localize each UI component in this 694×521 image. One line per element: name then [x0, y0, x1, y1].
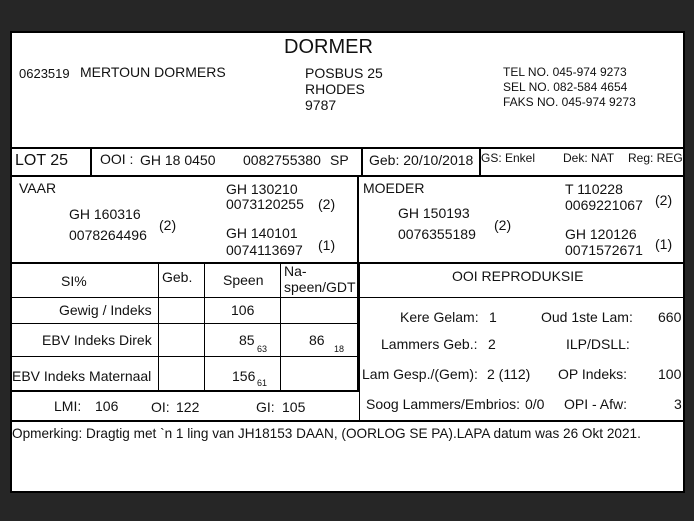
soog-label: Soog Lammers/Embrios: — [366, 396, 521, 412]
divider-indices-top — [10, 390, 359, 392]
ebv-direk-naspeen-accuracy: 18 — [334, 344, 345, 354]
ebv-direk-naspeen: 86 — [309, 332, 325, 348]
op-indeks-label: OP Indeks: — [558, 366, 628, 382]
opmerking-text: Opmerking: Dragtig met `n 1 ling van JH18153 DAAN, (OORLOG SE PA).LAPA datum was 26 Okt 2021. — [12, 426, 641, 441]
ooi-sp: SP — [330, 152, 349, 168]
si-row-1 — [10, 297, 359, 298]
vaar-mark: (2) — [159, 217, 177, 233]
bottom-dark-margin — [0, 493, 694, 521]
moeder-moeder-mark: (1) — [655, 236, 673, 252]
divider-pedigree-top — [10, 175, 685, 177]
breeder-id: 0623519 — [19, 66, 70, 81]
breed-title: DORMER — [284, 36, 373, 58]
moeder-moeder-number: 0071572671 — [565, 242, 643, 258]
si-col-3 — [280, 262, 281, 390]
si-col-1 — [158, 262, 159, 390]
divider-opmerking-top — [10, 420, 685, 422]
dek-status: Dek: NAT — [563, 151, 615, 165]
naspeen-header-2: speen/GDT — [284, 279, 356, 295]
moeder-id: GH 150193 — [398, 205, 470, 221]
kere-gelam-value: 1 — [489, 309, 497, 325]
lammers-geb-value: 2 — [488, 336, 496, 352]
ebv-direk-speen-accuracy: 63 — [257, 344, 268, 354]
divider-lot-mid — [361, 147, 363, 175]
opi-afw-label: OPI - Afw: — [564, 396, 628, 412]
ebv-maternaal-label: EBV Indeks Maternaal — [12, 368, 152, 384]
moeder-label: MOEDER — [363, 180, 425, 196]
repro-title: OOI REPRODUKSIE — [452, 268, 584, 284]
tel-number: TEL NO. 045-974 9273 — [503, 65, 627, 79]
gewig-speen: 106 — [231, 302, 255, 318]
gi-value: 105 — [282, 399, 306, 415]
ooi-id: GH 18 0450 — [140, 152, 216, 168]
vaar-vader-number: 0073120255 — [226, 196, 304, 212]
soog-value: 0/0 — [525, 396, 545, 412]
si-header: SI% — [61, 273, 87, 289]
opi-afw-value: 3 — [674, 396, 682, 412]
lmi-value: 106 — [95, 398, 119, 414]
oud-1ste-lam-value: 660 — [658, 309, 682, 325]
top-dark-margin — [0, 0, 694, 31]
oud-1ste-lam-label: Oud 1ste Lam: — [541, 309, 633, 325]
si-row-3 — [10, 356, 359, 357]
repro-title-bottom — [359, 297, 685, 298]
birth-date: Geb: 20/10/2018 — [369, 152, 474, 168]
vaar-number: 0078264496 — [69, 227, 147, 243]
divider-lot-left — [90, 147, 92, 175]
ooi-label: OOI : — [100, 151, 134, 167]
ooi-number: 0082755380 — [243, 152, 321, 168]
vaar-vader-mark: (2) — [318, 196, 336, 212]
gi-label: GI: — [256, 399, 275, 415]
oi-value: 122 — [176, 399, 200, 415]
address-line-3: 9787 — [305, 97, 337, 113]
vaar-label: VAAR — [19, 180, 57, 196]
divider-si-top — [10, 262, 685, 264]
moeder-vader-number: 0069221067 — [565, 197, 643, 213]
speen-header: Speen — [223, 272, 264, 288]
oi-label: OI: — [151, 399, 170, 415]
moeder-vader-id: T 110228 — [565, 181, 623, 197]
gs-status: GS: Enkel — [481, 151, 536, 165]
moeder-number: 0076355189 — [398, 226, 476, 242]
vaar-moeder-id: GH 140101 — [226, 225, 298, 241]
ebv-direk-speen: 85 — [239, 332, 255, 348]
divider-lot-top — [10, 147, 685, 149]
vaar-id: GH 160316 — [69, 206, 141, 222]
faks-number: FAKS NO. 045-974 9273 — [503, 95, 636, 109]
ebv-direk-label: EBV Indeks Direk — [42, 332, 152, 348]
moeder-mark: (2) — [494, 217, 512, 233]
breeder-name: MERTOUN DORMERS — [80, 64, 226, 80]
vaar-vader-id: GH 130210 — [226, 181, 298, 197]
moeder-vader-mark: (2) — [655, 192, 673, 208]
lot-number: LOT 25 — [15, 152, 69, 169]
vaar-moeder-number: 0074113697 — [226, 242, 303, 258]
lam-gesp-value: 2 (112) — [487, 366, 531, 382]
lam-gesp-label: Lam Gesp./(Gem): — [362, 366, 478, 382]
sel-number: SEL NO. 082-584 4654 — [503, 80, 628, 94]
geb-header: Geb. — [162, 269, 193, 285]
vaar-moeder-mark: (1) — [318, 237, 336, 253]
moeder-moeder-id: GH 120126 — [565, 226, 637, 242]
gewig-label: Gewig / Indeks — [59, 302, 152, 318]
si-col-2 — [204, 262, 205, 390]
ilp-dsll-label: ILP/DSLL: — [566, 336, 630, 352]
lammers-geb-label: Lammers Geb.: — [381, 336, 478, 352]
address-line-2: RHODES — [305, 81, 365, 97]
lmi-label: LMI: — [54, 398, 82, 414]
naspeen-header-1: Na- — [284, 263, 307, 279]
address-line-1: POSBUS 25 — [305, 65, 383, 81]
si-row-2 — [10, 323, 359, 324]
op-indeks-value: 100 — [658, 366, 682, 382]
ebv-maternaal-speen: 156 — [232, 368, 256, 384]
reg-status: Reg: REG — [628, 151, 683, 165]
ebv-maternaal-speen-accuracy: 61 — [257, 378, 268, 388]
kere-gelam-label: Kere Gelam: — [400, 309, 479, 325]
repro-left-border — [359, 262, 360, 420]
